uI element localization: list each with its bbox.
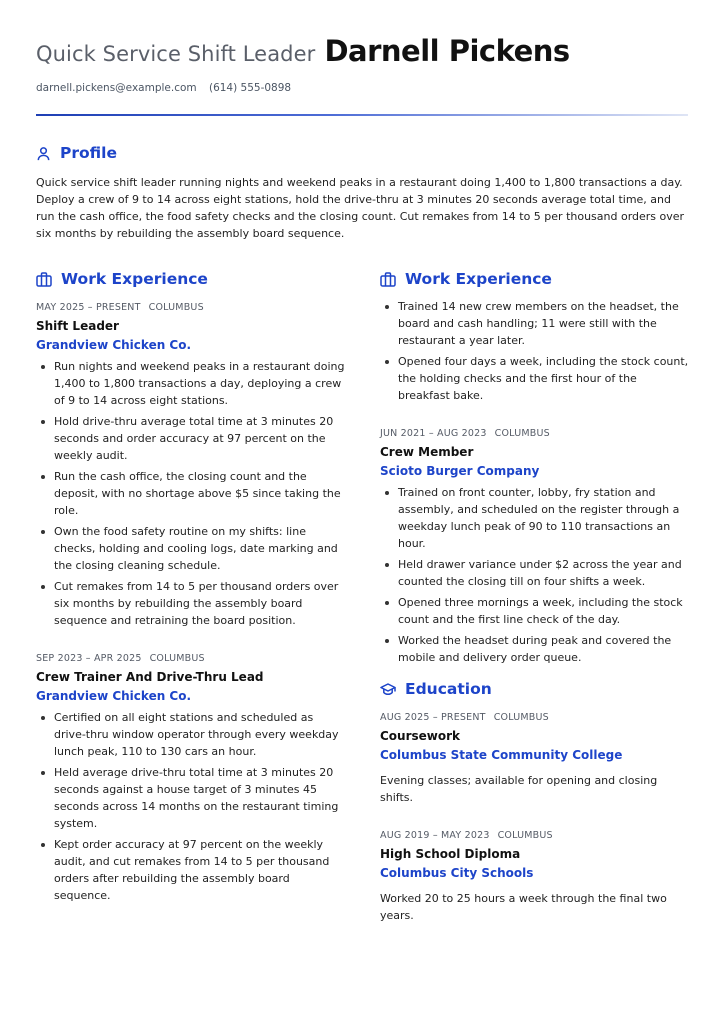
contact-line xyxy=(36,82,570,94)
job-employer: Grandview Chicken Co. xyxy=(36,338,192,352)
bullet-item: Hold drive-thru average total time at 3 minutes 20 seconds and order accuracy at 97 percent on the weekly audit. xyxy=(36,413,346,464)
job-bullets xyxy=(380,484,690,666)
job-dates: SEP 2023 – APR 2025 xyxy=(36,653,142,664)
header-divider xyxy=(36,114,688,116)
profile-summary: Quick service shift leader running nights and weekend peaks in a restaurant doing 1,400 to 1,800 transactions a day. Deploy a crew of 9 to 14 across eight stations, hold the drive-thru at 3 minutes 20 seconds average total time, and run the cash office, the food safety checks and the closing count. Cut remakes from 14 to 5 per thousand orders over six months by rebuilding the assembly board sequence. xyxy=(36,176,685,240)
profile-section xyxy=(36,144,688,242)
education-heading-text: Education xyxy=(405,680,492,698)
candidate-name: Darnell Pickens xyxy=(324,34,570,68)
briefcase-icon xyxy=(380,272,396,287)
profile-heading-text: Profile xyxy=(60,144,117,162)
job-role: Crew Member xyxy=(380,445,474,459)
bullet-item: Kept order accuracy at 97 percent on the weekly audit, and cut remakes from 14 to 5 per thousand orders after rebuilding the assembly board sequence. xyxy=(36,836,346,904)
education-location: COLUMBUS xyxy=(497,830,553,841)
bullet-item: Run the cash office, the closing count and the deposit, with no shortage above $5 since taking the role. xyxy=(36,468,346,519)
job-bullets xyxy=(36,709,346,904)
bullet-item: Worked the headset during peak and covered the mobile and delivery order queue. xyxy=(380,632,690,666)
job-location: COLUMBUS xyxy=(494,428,550,439)
bullet-item: Trained 14 new crew members on the headset, the board and cash handling; 11 were still with the restaurant a year later. xyxy=(380,298,690,349)
education-note: Evening classes; available for opening and closing shifts. xyxy=(380,774,658,804)
person-icon xyxy=(36,146,51,161)
job-employer: Scioto Burger Company xyxy=(380,464,540,478)
work-experience-heading xyxy=(36,270,346,288)
continued-bullets xyxy=(380,298,690,404)
bullet-item: Held drawer variance under $2 across the year and counted the closing till on four shifts a week. xyxy=(380,556,690,590)
education-heading xyxy=(380,680,690,698)
job-entry xyxy=(380,428,690,666)
education-meta xyxy=(380,830,690,841)
education-location: COLUMBUS xyxy=(493,712,549,723)
education-title: High School Diploma xyxy=(380,847,521,861)
bullet-item: Cut remakes from 14 to 5 per thousand orders over six months by rebuilding the assembly board sequence and retraining the board position. xyxy=(36,578,346,629)
work-experience-heading-text: Work Experience xyxy=(61,270,208,288)
job-location: COLUMBUS xyxy=(148,302,204,313)
briefcase-icon xyxy=(36,272,52,287)
graduation-cap-icon xyxy=(380,682,396,697)
bullet-item: Trained on front counter, lobby, fry station and assembly, and scheduled on the register through a weekday lunch peak of 90 to 110 transactions an hour. xyxy=(380,484,690,552)
bullet-item: Own the food safety routine on my shifts: line checks, holding and cooling logs, date marking and the closing cleaning schedule. xyxy=(36,523,346,574)
job-entry xyxy=(36,302,346,629)
education-note: Worked 20 to 25 hours a week through the final two years. xyxy=(380,892,667,922)
education-dates: AUG 2025 – PRESENT xyxy=(380,712,486,723)
education-school: Columbus City Schools xyxy=(380,866,534,880)
education-title: Coursework xyxy=(380,729,461,743)
job-meta xyxy=(380,428,690,439)
bullet-item: Run nights and weekend peaks in a restaurant doing 1,400 to 1,800 transactions a day, deploying a crew of 9 to 14 across eight stations. xyxy=(36,358,346,409)
right-column xyxy=(380,270,690,924)
job-dates: MAY 2025 – PRESENT xyxy=(36,302,141,313)
phone[interactable]: (614) 555-0898 xyxy=(208,82,292,94)
job-meta xyxy=(36,653,346,664)
education-entry xyxy=(380,830,690,924)
bullet-item: Opened four days a week, including the stock count, the holding checks and the first hour of the breakfast bake. xyxy=(380,353,690,404)
job-location: COLUMBUS xyxy=(149,653,205,664)
bullet-item: Opened three mornings a week, including the stock count and the first line check of the day. xyxy=(380,594,690,628)
job-dates: JUN 2021 – AUG 2023 xyxy=(380,428,487,439)
bullet-item: Held average drive-thru total time at 3 minutes 20 seconds against a house target of 3 minutes 45 seconds across 14 months on the restaurant timing system. xyxy=(36,764,346,832)
job-meta xyxy=(36,302,346,313)
bullet-item: Certified on all eight stations and scheduled as drive-thru window operator through every weekday lunch peak, 110 to 130 cars an hour. xyxy=(36,709,346,760)
job-entry xyxy=(36,653,346,904)
education-school: Columbus State Community College xyxy=(380,748,623,762)
job-role: Shift Leader xyxy=(36,319,119,333)
education-section xyxy=(380,680,690,924)
job-employer: Grandview Chicken Co. xyxy=(36,689,192,703)
title-line xyxy=(36,34,570,68)
email[interactable]: darnell.pickens@example.com xyxy=(36,82,197,94)
education-meta xyxy=(380,712,690,723)
work-experience-heading-text: Work Experience xyxy=(405,270,552,288)
work-experience-heading xyxy=(380,270,690,288)
profile-heading xyxy=(36,144,688,162)
education-dates: AUG 2019 – MAY 2023 xyxy=(380,830,490,841)
left-column xyxy=(36,270,346,904)
job-title: Quick Service Shift Leader xyxy=(36,42,316,66)
education-entry xyxy=(380,712,690,806)
job-role: Crew Trainer And Drive-Thru Lead xyxy=(36,670,264,684)
job-bullets xyxy=(36,358,346,629)
resume-header xyxy=(36,34,570,94)
